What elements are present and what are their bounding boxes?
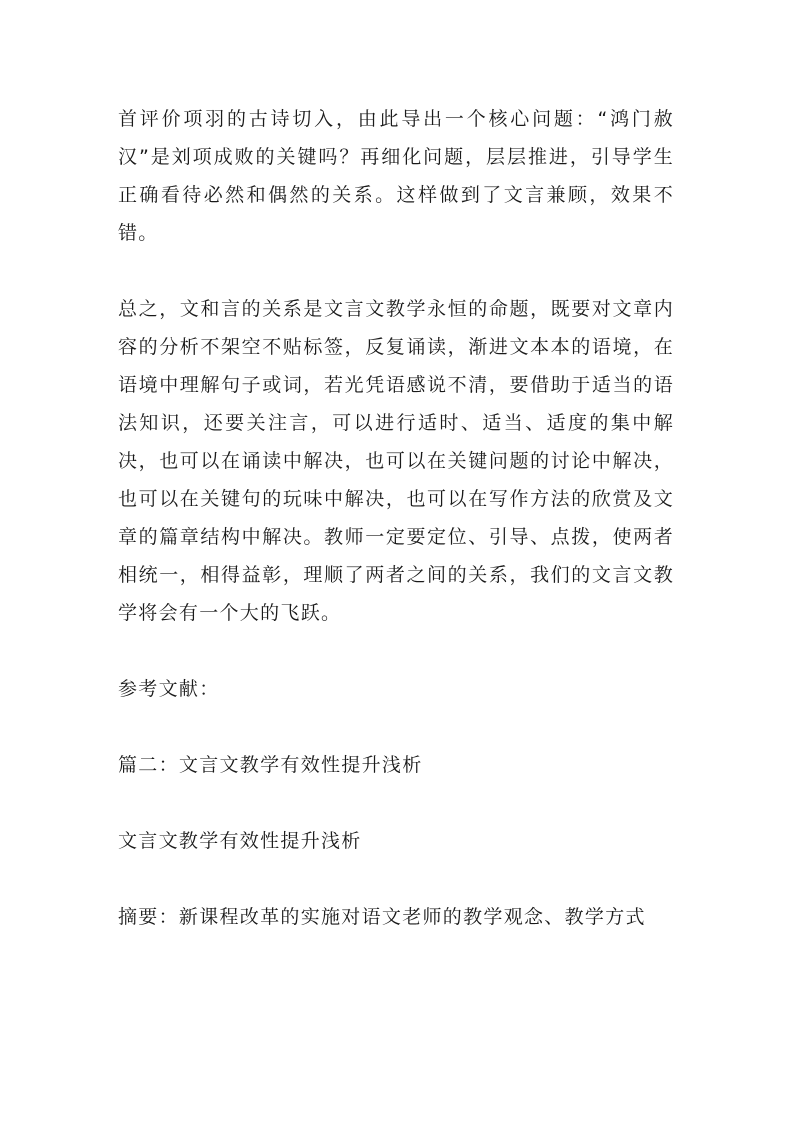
abstract-text: 摘要：新课程改革的实施对语文老师的教学观念、教学方式 bbox=[118, 906, 646, 928]
paragraph-intro-continuation: 首评价项羽的古诗切入，由此导出一个核心问题：“鸿门赦汉”是刘项成败的关键吗？再细化问题，层层推进，引导学生正确看待必然和偶然的关系。这样做到了文言兼顾，效果不错。 bbox=[118, 108, 674, 244]
article-title: 文言文教学有效性提升浅析 bbox=[118, 830, 362, 852]
document-body bbox=[118, 100, 674, 936]
references-label: 参考文献： bbox=[118, 678, 220, 700]
section-heading: 篇二：文言文教学有效性提升浅析 bbox=[118, 754, 423, 776]
paragraph-conclusion: 总之，文和言的关系是文言文教学永恒的命题，既要对文章内容的分析不架空不贴标签，反复诵读，渐进文本本的语境，在语境中理解句子或词，若光凭语感说不清，要借助于适当的语法知识，还要关注言，可以进行适时、适当、适度的集中解决，也可以在诵读中解决，也可以在关键问题的讨论中解决，也可以在关键句的玩味中解决，也可以在写作方法的欣赏及文章的篇章结构中解决。教师一定要定位、引导、点拨，使两者相统一，相得益彰，理顺了两者之间的关系，我们的文言文教学将会有一个大的飞跃。 bbox=[118, 298, 674, 624]
